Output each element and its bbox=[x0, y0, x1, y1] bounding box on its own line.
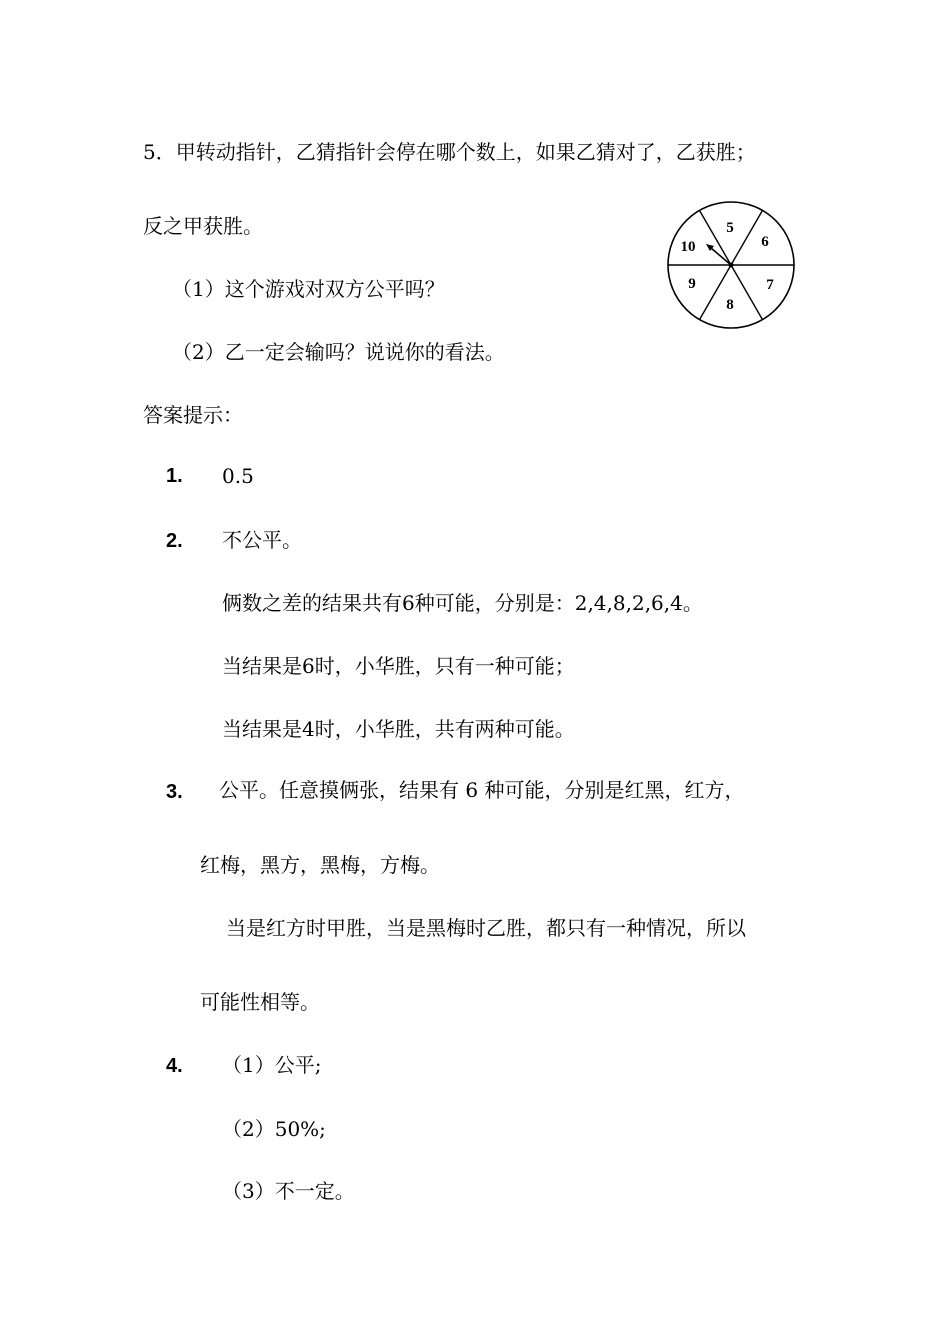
answer-4-number: 4. bbox=[166, 1055, 183, 1077]
answers-heading: 答案提示： bbox=[143, 403, 243, 427]
spinner-label-5: 5 bbox=[726, 220, 734, 236]
answer-1-number: 1. bbox=[166, 465, 183, 487]
answer-1-text: 0.5 bbox=[222, 464, 254, 488]
question-part-2: （2）乙一定会输吗？说说你的看法。 bbox=[172, 340, 505, 364]
answer-2-line-1: 俩数之差的结果共有6种可能，分别是：2,4,8,2,6,4。 bbox=[222, 591, 703, 615]
answer-3-line-1: 红梅，黑方，黑梅，方梅。 bbox=[200, 853, 440, 877]
spinner-wheel-diagram bbox=[664, 198, 798, 332]
answer-3-line-2: 当是红方时甲胜，当是黑梅时乙胜，都只有一种情况，所以 bbox=[226, 916, 746, 940]
spinner-label-8: 8 bbox=[726, 297, 734, 313]
answer-3-number: 3. bbox=[166, 781, 183, 803]
answer-4-part-2: （2）50%; bbox=[222, 1117, 326, 1141]
answer-2-number: 2. bbox=[166, 530, 183, 552]
spinner-label-7: 7 bbox=[766, 277, 774, 293]
question-line-1: 5．甲转动指针，乙猜指针会停在哪个数上，如果乙猜对了，乙获胜； bbox=[143, 140, 756, 164]
spinner-pointer bbox=[711, 248, 731, 265]
answer-3-text: 公平。任意摸俩张，结果有 6 种可能，分别是红黑，红方， bbox=[219, 778, 745, 802]
spinner-label-6: 6 bbox=[761, 234, 769, 250]
question-line-2: 反之甲获胜。 bbox=[143, 214, 263, 238]
answer-4-part-3: （3）不一定。 bbox=[222, 1179, 355, 1203]
answer-4-part-1: （1）公平; bbox=[222, 1053, 322, 1077]
spinner-label-10: 10 bbox=[680, 239, 696, 255]
answer-2-text: 不公平。 bbox=[222, 528, 302, 552]
answer-2-line-3: 当结果是4时，小华胜，共有两种可能。 bbox=[222, 717, 575, 741]
spinner-label-9: 9 bbox=[688, 276, 696, 292]
answer-3-line-3: 可能性相等。 bbox=[200, 990, 320, 1014]
answer-2-line-2: 当结果是6时，小华胜，只有一种可能； bbox=[222, 654, 575, 678]
question-part-1: （1）这个游戏对双方公平吗？ bbox=[172, 277, 445, 301]
